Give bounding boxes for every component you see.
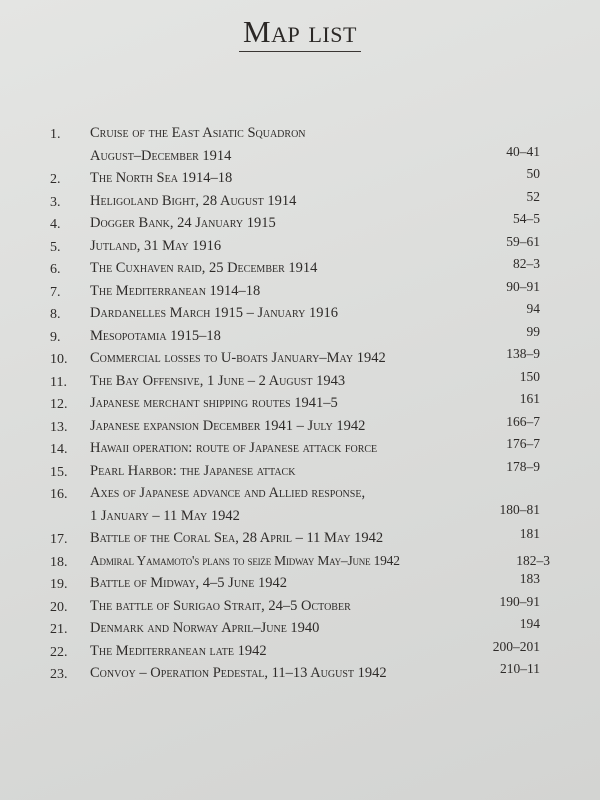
item-number: 6.: [50, 262, 61, 277]
item-page: 90–91: [506, 278, 540, 294]
item-number: 11.: [50, 374, 67, 390]
item-page: 200–201: [492, 638, 540, 654]
item-number: 18.: [50, 554, 68, 570]
item-page: 40–41: [506, 143, 540, 159]
item-title: Cruise of the East Asiatic Squadron: [90, 125, 306, 141]
list-item: [50, 212, 550, 235]
item-title: Axes of Japanese advance and Allied response,: [90, 485, 366, 501]
item-page: 54–5: [513, 211, 540, 226]
item-page: 176–7: [506, 436, 540, 451]
list-item: [50, 280, 550, 303]
item-title: Japanese expansion December 1941 – July 1942: [90, 417, 366, 434]
list-item-continuation: [50, 501, 550, 528]
item-page: 178–9: [506, 458, 540, 474]
list-item: [50, 527, 550, 550]
item-page: 52: [526, 188, 540, 204]
item-title: Pearl Harbor: the Japanese attack: [90, 462, 296, 479]
item-number: 4.: [50, 217, 61, 232]
item-page: 166–7: [506, 413, 540, 429]
item-title: Dogger Bank, 24 January 1915: [90, 215, 276, 231]
item-title: The Mediterranean 1914–18: [90, 282, 261, 299]
page-title: [0, 14, 600, 52]
item-title: Battle of the Coral Sea, 28 April – 11 May 1942: [90, 530, 384, 546]
list-item: [50, 662, 550, 685]
map-list: [50, 122, 550, 685]
item-title: Admiral Yamamoto's plans to seize Midway May–June 1942: [90, 552, 400, 568]
list-item: [50, 460, 550, 483]
item-page: 161: [519, 391, 540, 406]
item-page: 82–3: [513, 256, 540, 271]
item-number: 23.: [50, 667, 68, 682]
list-item: [50, 437, 550, 460]
list-item: [50, 482, 550, 505]
item-title: Commercial losses to U-boats January–May 1942: [90, 350, 386, 366]
list-item: [50, 190, 550, 213]
item-page: 182–3: [516, 552, 550, 568]
list-item: [50, 415, 550, 438]
item-page: 138–9: [506, 346, 540, 361]
item-title: Mesopotamia 1915–18: [90, 327, 221, 344]
list-item: [50, 235, 550, 258]
item-number: 15.: [50, 464, 68, 480]
item-title: Dardanelles March 1915 – January 1916: [90, 305, 338, 321]
item-title-line2: August–December 1914: [90, 147, 232, 164]
list-item: [50, 370, 550, 393]
item-number: 13.: [50, 419, 68, 435]
item-page: 194: [519, 616, 540, 631]
item-number: 2.: [50, 172, 61, 187]
item-page: 180–81: [499, 501, 540, 517]
item-number: 17.: [50, 532, 68, 547]
item-title: Hawaii operation: route of Japanese attack force: [90, 440, 378, 456]
item-number: 1.: [50, 127, 61, 142]
item-number: 16.: [50, 487, 68, 502]
item-page: 99: [526, 323, 540, 339]
list-item: [50, 572, 550, 595]
list-item: [50, 302, 550, 325]
item-page: 210–11: [500, 661, 540, 676]
item-title: The Bay Offensive, 1 June – 2 August 1943: [90, 372, 346, 389]
list-item: [50, 550, 550, 573]
item-page: 59–61: [506, 233, 540, 249]
item-number: 19.: [50, 577, 68, 592]
item-number: 12.: [50, 397, 68, 412]
item-title: Japanese merchant shipping routes 1941–5: [90, 395, 338, 411]
item-title: Convoy – Operation Pedestal, 11–13 August 1942: [90, 665, 387, 681]
item-title: The North Sea 1914–18: [90, 170, 233, 186]
item-number: 20.: [50, 599, 68, 615]
item-title-line2: 1 January – 11 May 1942: [90, 507, 240, 524]
list-item: [50, 325, 550, 348]
item-page: 190–91: [499, 593, 540, 609]
item-title: Battle of Midway, 4–5 June 1942: [90, 575, 287, 591]
item-title: Heligoland Bight, 28 August 1914: [90, 192, 297, 209]
item-number: 22.: [50, 644, 68, 660]
list-item: [50, 122, 550, 145]
item-title: The battle of Surigao Strait, 24–5 October: [90, 597, 351, 614]
list-item: [50, 347, 550, 370]
list-item: [50, 392, 550, 415]
item-number: 10.: [50, 352, 68, 367]
item-number: 9.: [50, 329, 61, 345]
item-title: The Cuxhaven raid, 25 December 1914: [90, 260, 318, 276]
item-number: 8.: [50, 307, 61, 322]
page-title-text: Map list: [239, 16, 361, 52]
list-item: [50, 617, 550, 640]
item-page: 150: [519, 368, 540, 384]
list-item: [50, 257, 550, 280]
item-number: 14.: [50, 442, 68, 457]
item-number: 7.: [50, 284, 61, 300]
list-item: [50, 640, 550, 663]
list-item: [50, 167, 550, 190]
item-page: 183: [519, 571, 540, 586]
item-title: Denmark and Norway April–June 1940: [90, 620, 320, 636]
item-page: 94: [526, 301, 540, 316]
item-number: 5.: [50, 239, 61, 255]
item-number: 3.: [50, 194, 61, 210]
item-number: 21.: [50, 622, 68, 637]
list-item: [50, 595, 550, 618]
item-title: Jutland, 31 May 1916: [90, 237, 222, 254]
item-title: The Mediterranean late 1942: [90, 642, 267, 659]
item-page: 181: [519, 526, 540, 541]
list-item-continuation: [50, 145, 550, 168]
item-page: 50: [526, 166, 540, 181]
